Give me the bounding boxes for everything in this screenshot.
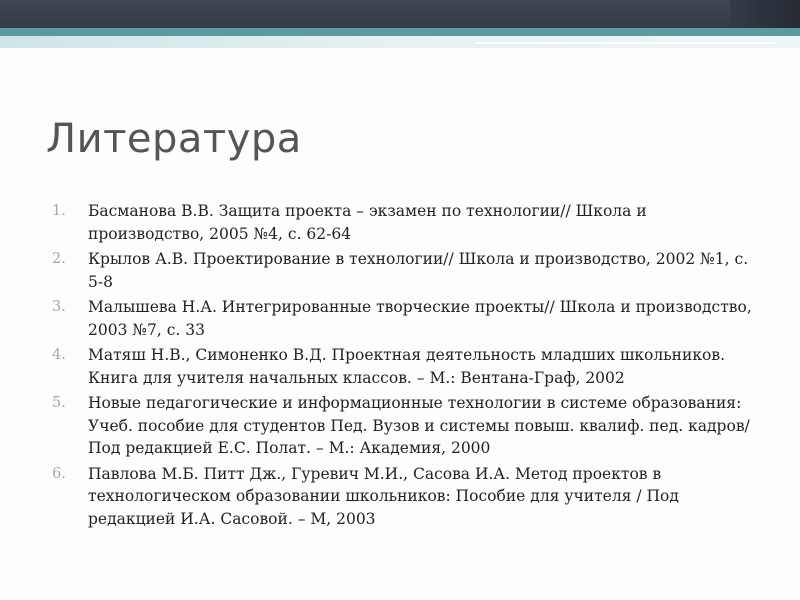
- reference-text: Новые педагогические и информационные технологии в системе образования: Учеб. пособие для студентов Пед. Вузов и системы повыш. квалиф. пед. кадров/ Под редакцией Е.С. Полат. – М.: Академия, 2000: [88, 394, 750, 457]
- reference-text: Басманова В.В. Защита проекта – экзамен по технологии// Школа и производство, 2005 №4, с. 62-64: [88, 202, 647, 243]
- reference-item: [40, 296, 765, 341]
- reference-number: 6.: [52, 465, 66, 482]
- reference-text: Крылов А.В. Проектирование в технологии// Школа и производство, 2002 №1, с. 5-8: [88, 250, 749, 291]
- slide-title: Литература: [46, 116, 302, 162]
- reference-number: 4.: [52, 347, 66, 363]
- reference-text: Матяш Н.В., Симоненко В.Д. Проектная деятельность младших школьников. Книга для учителя начальных классов. – М.: Вентана-Граф, 2002: [88, 346, 725, 387]
- header-band-corner: [730, 0, 800, 28]
- header-band-dark: [0, 0, 800, 28]
- reference-item: [40, 248, 765, 293]
- reference-text: Малышева Н.А. Интегрированные творческие проекты// Школа и производство, 2003 №7, с. 33: [88, 298, 752, 339]
- reference-number: 2.: [52, 251, 66, 267]
- reference-number: 1.: [52, 203, 66, 219]
- header-band-teal: [0, 28, 800, 36]
- reference-number: 3.: [52, 299, 66, 315]
- reference-text: Павлова М.Б. Питт Дж., Гуревич М.И., Сасова И.А. Метод проектов в технологическом образовании школьников: Пособие для учителя / Под редакцией И.А. Сасовой. – М, 2003: [88, 464, 679, 528]
- reference-item: [40, 463, 765, 531]
- reference-item: [40, 344, 765, 389]
- header-band-line: [475, 42, 775, 44]
- reference-item: [40, 392, 765, 460]
- reference-list: [40, 200, 765, 533]
- reference-item: [40, 200, 765, 245]
- reference-number: 5.: [52, 395, 66, 411]
